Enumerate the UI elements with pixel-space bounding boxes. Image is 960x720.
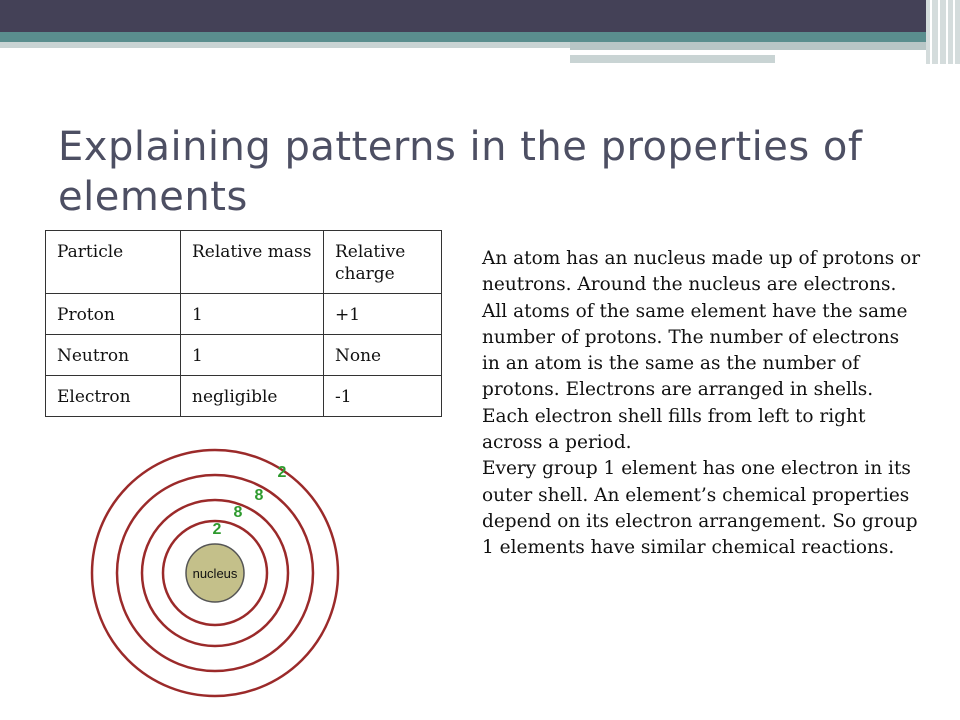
table-row [46,335,442,376]
header-stripe [0,42,570,48]
paragraph-group-1: Every group 1 element has one electron in its outer shell. An element’s chemical properties depend on its electron arrangement. So group 1 elements have similar chemical reactions. [482,458,918,559]
particle-table [45,230,442,417]
table-header-cell: Relative charge [324,231,442,294]
header-stripe [570,55,775,63]
table-cell: Proton [46,294,181,335]
table-header-row [46,231,442,294]
table-cell: negligible [181,376,324,417]
header-corner-lines [926,0,960,64]
shell-1-count: 2 [212,521,222,538]
header-accent-band [0,32,960,42]
table-cell: 1 [181,294,324,335]
table-header-cell: Particle [46,231,181,294]
shell-3-count: 8 [254,487,264,504]
table-cell: 1 [181,335,324,376]
table-row [46,294,442,335]
shell-4-count: 2 [277,464,287,481]
nucleus-label: nucleus [192,566,238,581]
explanation-text [482,246,922,562]
table-cell: Neutron [46,335,181,376]
shell-2-count: 8 [233,504,243,521]
table-header-cell: Relative mass [181,231,324,294]
slide-title: Explaining patterns in the properties of elements [58,124,863,220]
table-cell: None [324,335,442,376]
table-cell: Electron [46,376,181,417]
table-cell: -1 [324,376,442,417]
table-row [46,376,442,417]
header-stripe [570,42,960,50]
header-divider [570,51,890,53]
paragraph-atom-structure: An atom has an nucleus made up of protons or neutrons. Around the nucleus are electrons. All atoms of the same element have the same number of protons. The number of electrons in an atom is the same as the number of protons. Electrons are arranged in shells. Each electron shell fills from left to right across a period. [482,248,921,454]
atom-shell-diagram [90,440,350,710]
header-band [0,0,960,32]
table-cell: +1 [324,294,442,335]
